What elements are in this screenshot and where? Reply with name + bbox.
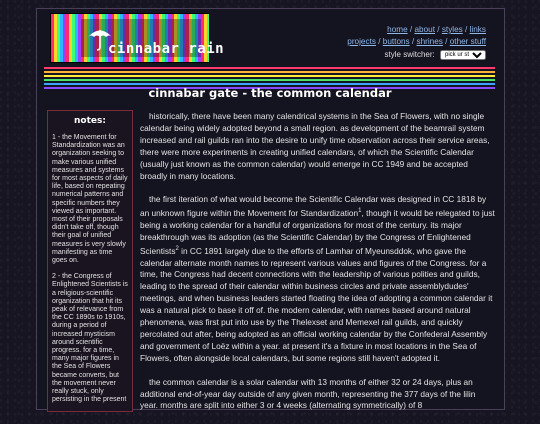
note-item: 2 - the Congress of Enlightened Scientists is a religious-scientific organization that hit its peak of relevance from the CC 1890s to 1910s, during a period of increased mysticism around scientific progress. for a time, many major figures in the Sea of Flowers became converts, but the movement never really stuck, only persisting in the present [52,273,128,404]
note-item: 1 - the Movement for Standardization was an organization seeking to make various unified measures and systems for most aspects of daily life, based on repeating numerical patterns and specific numbers they viewed as important. most of their proposals didn't take off, though their goal of unified measures is very slowly manifesting as time goes on. [52,134,128,265]
footnote-ref[interactable]: 2 [175,245,179,252]
notes-sidebar [47,110,133,412]
paragraph: the common calendar is a solar calendar with 13 months of either 32 or 24 days, plus an additional end-of-year day outside of any given month, representing the 377 days of the lilin year. months are split into either 3 or 4 weeks (alternating symmetrically) of 8 [140,376,476,411]
notes-heading: notes: [74,116,106,126]
nav-link-about[interactable]: about [414,25,435,34]
nav-row-2: projects / buttons / shrines / other stuff [347,37,486,46]
stripe [44,75,495,77]
nav-row-1: home / about / styles / links [387,25,486,34]
style-switcher-select[interactable] [440,50,486,60]
nav-link-other-stuff[interactable]: other stuff [449,37,486,46]
paragraph: the first iteration of what would become the Scientific Calendar was designed in CC 1818 by an unknown figure within the Movement for Standardization$^1$, though it would be relegated to just being a working calendar for a handful of organizations for most of the century. its major breakthrough was its adoption (as the Scientific Calendar) by the Congress of Enlightened Scientists$^2$ in CC 1891 largely due to the efforts of Lamhar of Myeunsddok, who gave the calendar alternate month names to represent various values and figures of the Congress. for a time, the Congress had decent connections with the leadership of various polities and guilds, leading to the spread of their calendar within business circles and private assemblydudes' meetings, and when business leaders started floating the idea of adopting a common calendar it was a natural pick to base it off of. the modern calendar, with names based around natural phenomena, was first put into use by the Thelexset and Memexel rail guilds, and quickly percolated out after, being adopted as an official working calendar by the Confederal Assembly and government of Loëz within a year. at present it's a fixture in most locations in the Sea of Flowers, often alongside local calendars, but some regions still haven't adopted it. [140,194,495,363]
page-title: cinnabar gate - the common calendar [148,86,392,100]
nav-link-buttons[interactable]: buttons [382,37,410,46]
nav-link-home[interactable]: home [387,25,408,34]
logo-text: cinnabar rain [108,41,225,57]
stripe [44,67,495,69]
nav-link-projects[interactable]: projects [347,37,376,46]
style-switcher-label: style switcher: [384,50,435,59]
stripe [44,79,495,81]
nav-link-styles[interactable]: styles [441,25,463,34]
paragraph: historically, there have been many calendrical systems in the Sea of Flowers, with no single calendar being widely adopted beyond a small region. as development of the beamrail system increased and rail guilds ran into the desire to unify time observation across their service areas, there were more experiments in creating unified calendars, of which the Scientific Calendar (usually just known as the common calendar) would emerge in CC 1949 and be accepted broadly in many locations. [140,111,490,181]
nav-link-shrines[interactable]: shrines [416,37,443,46]
stripe [44,83,495,85]
main-content [140,111,495,424]
footnote-ref[interactable]: 1 [358,208,362,215]
stripe [44,71,495,73]
style-switcher [347,49,486,61]
nav-link-links[interactable]: links [469,25,486,34]
site-nav [347,24,486,61]
